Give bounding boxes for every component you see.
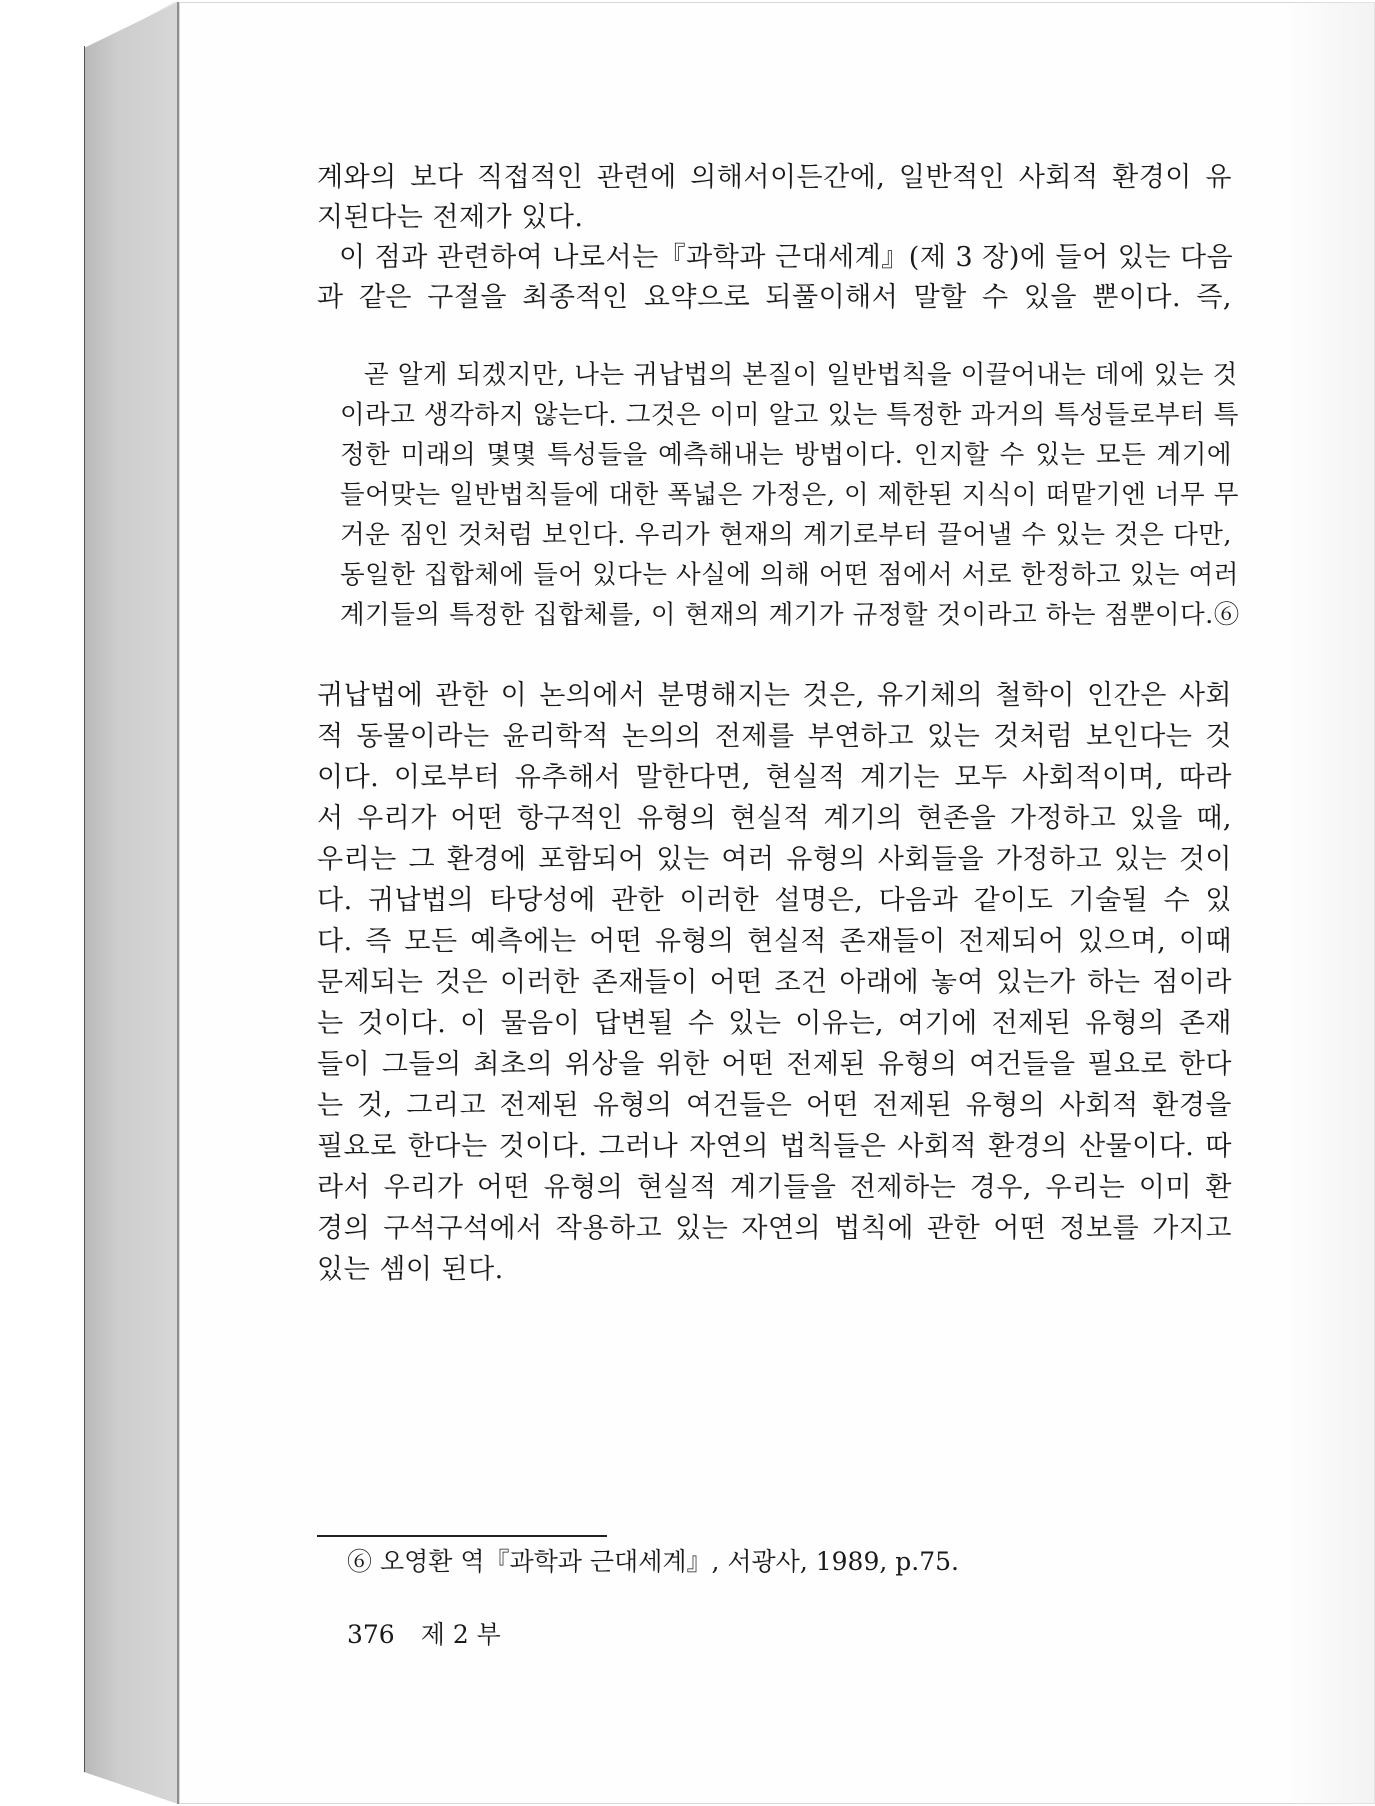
footnote-rule: [317, 1535, 607, 1537]
text-line: 는 것이다. 이 물음이 답변될 수 있는 이유는, 여기에 전제된 유형의 존재: [317, 1008, 1232, 1039]
page-shade: [1285, 2, 1375, 1804]
quote-line: 곧 알게 되겠지만, 나는 귀납법의 본질이 일반법칙을 이끌어내는 데에 있는 것: [364, 360, 1238, 390]
book-spine: [84, 2, 179, 1804]
text-line: 계와의 보다 직접적인 관련에 의해서이든간에, 일반적인 사회적 환경이 유: [317, 162, 1232, 193]
text-line: 는 것, 그리고 전제된 유형의 여건들은 어떤 전제된 유형의 사회적 환경을: [317, 1090, 1232, 1121]
text-line: 이 점과 관련하여 나로서는『과학과 근대세계』(제 3 장)에 들어 있는 다음: [339, 242, 1234, 273]
text-line: 우리는 그 환경에 포함되어 있는 여러 유형의 사회들을 가정하고 있는 것이: [317, 844, 1232, 875]
text-line: 귀납법에 관한 이 논의에서 분명해지는 것은, 유기체의 철학이 인간은 사회: [317, 680, 1232, 711]
text-line: 과 같은 구절을 최종적인 요약으로 되풀이해서 말할 수 있을 뿐이다. 즉,: [317, 282, 1232, 313]
text-line: 필요로 한다는 것이다. 그러나 자연의 법칙들은 사회적 환경의 산물이다. 따: [317, 1131, 1232, 1162]
quote-line: 계기들의 특정한 집합체를, 이 현재의 계기가 규정할 것이라고 하는 점뿐이다.⑥: [340, 600, 1240, 630]
text-line: 다. 즉 모든 예측에는 어떤 유형의 현실적 존재들이 전제되어 있으며, 이때: [317, 926, 1232, 957]
quote-line: 들어맞는 일반법칙들에 대한 폭넓은 가정은, 이 제한된 지식이 떠맡기엔 너무 무: [340, 480, 1239, 510]
quote-line: 이라고 생각하지 않는다. 그것은 이미 알고 있는 특정한 과거의 특성들로부터 특: [340, 400, 1239, 430]
book-page: [177, 2, 1375, 1804]
part-label: 제 2 부: [420, 1620, 501, 1649]
text-line: 서 우리가 어떤 항구적인 유형의 현실적 계기의 현존을 가정하고 있을 때,: [317, 803, 1232, 834]
text-line: 지된다는 전제가 있다.: [317, 202, 584, 233]
text-line: 있는 셈이 된다.: [317, 1254, 504, 1285]
quote-line: 거운 짐인 것처럼 보인다. 우리가 현재의 계기로부터 끌어낼 수 있는 것은 다만,: [340, 520, 1232, 550]
text-line: 다. 귀납법의 타당성에 관한 이러한 설명은, 다음과 같이도 기술될 수 있: [317, 885, 1232, 916]
text-line: 이다. 이로부터 유추해서 말한다면, 현실적 계기는 모두 사회적이며, 따라: [317, 762, 1232, 793]
page-folio: [347, 1615, 527, 1655]
text-line: 라서 우리가 어떤 유형의 현실적 계기들을 전제하는 경우, 우리는 이미 환: [317, 1172, 1232, 1203]
quote-line: 정한 미래의 몇몇 특성들을 예측해내는 방법이다. 인지할 수 있는 모든 계기에: [340, 440, 1232, 470]
quote-line: 동일한 집합체에 들어 있다는 사실에 의해 어떤 점에서 서로 한정하고 있는 여러: [340, 560, 1239, 590]
text-line: 들이 그들의 최초의 위상을 위한 어떤 전제된 유형의 여건들을 필요로 한다: [317, 1049, 1232, 1080]
book-spine-edge: [84, 46, 85, 1772]
text-line: 문제되는 것은 이러한 존재들이 어떤 조건 아래에 놓여 있는가 하는 점이라: [317, 967, 1232, 998]
text-line: 적 동물이라는 윤리학적 논의의 전제를 부연하고 있는 것처럼 보인다는 것: [317, 721, 1232, 752]
text-line: 경의 구석구석에서 작용하고 있는 자연의 법칙에 관한 어떤 정보를 가지고: [317, 1213, 1232, 1244]
page-number: 376: [347, 1620, 395, 1649]
footnote: ⑥ 오영환 역『과학과 근대세계』, 서광사, 1989, p.75.: [347, 1547, 959, 1576]
